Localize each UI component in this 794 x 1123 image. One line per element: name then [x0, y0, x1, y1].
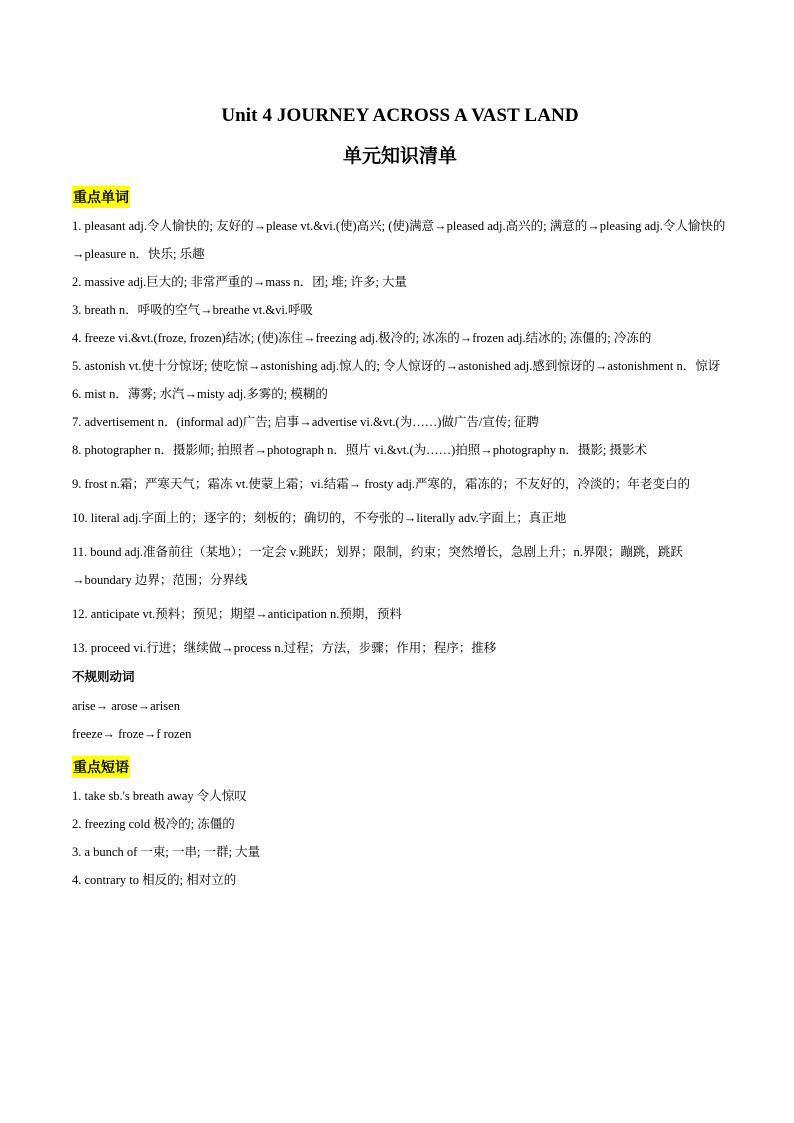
- irregular-verb-item: freeze→ froze→f rozen: [72, 727, 192, 741]
- vocab-item: 5. astonish vt.使十分惊讶; 使吃惊→astonishing adj.惊人的; 令人惊讶的→astonished adj.感到惊讶的→astonishment n．惊讶: [72, 359, 721, 373]
- irregular-verb-item: arise→ arose→arisen: [72, 699, 180, 713]
- vocab-item: 6. mist n．薄雾; 水汽→misty adj.多雾的; 模糊的: [72, 387, 328, 401]
- phrase-item: 4. contrary to 相反的; 相对立的: [72, 873, 237, 887]
- irregular-verbs-heading: 不规则动词: [72, 669, 135, 684]
- irregular-verbs-section: [72, 662, 728, 748]
- vocab-item: 9. frost n.霜；严寒天气；霜冻 vt.使蒙上霜；vi.结霜→ frosty adj.严寒的，霜冻的；不友好的，冷淡的；年老变白的: [72, 477, 691, 491]
- phrase-item: 2. freezing cold 极冷的; 冻僵的: [72, 817, 235, 831]
- phrase-item: 3. a bunch of 一束; 一串; 一群; 大量: [72, 845, 261, 859]
- vocab-item: 12. anticipate vt.预料；预见；期望→anticipation n.预期，预料: [72, 607, 402, 621]
- vocab-item: 7. advertisement n．(informal ad)广告; 启事→advertise vi.&vt.(为……)做广告/宣传; 征聘: [72, 415, 539, 429]
- vocab-item: 2. massive adj.巨大的; 非常严重的→mass n．团; 堆; 许多; 大量: [72, 275, 408, 289]
- phrase-section-label: 重点短语: [72, 756, 130, 778]
- page-subtitle: 单元知识清单: [342, 145, 457, 167]
- phrase-item: 1. take sb.'s breath away 令人惊叹: [72, 789, 247, 803]
- vocab-item: 1. pleasant adj.令人愉快的; 友好的→please vt.&vi.(使)高兴; (使)满意→pleased adj.高兴的; 满意的→pleasing adj.令人愉快的→pleasure n．快乐; 乐趣: [72, 219, 726, 261]
- vocab-item: 11. bound adj.准备前往（某地）；一定会 v.跳跃；划界；限制，约束；突然增长，急剧上升；n.界限；蹦跳，跳跃→boundary 边界；范围；分界线: [72, 545, 683, 587]
- vocab-section: [72, 180, 728, 662]
- vocab-item: 13. proceed vi.行进；继续做→process n.过程；方法，步骤；作用；程序；推移: [72, 641, 497, 655]
- phrase-section: [72, 750, 728, 894]
- page-title: Unit 4 JOURNEY ACROSS A VAST LAND: [221, 105, 579, 126]
- vocab-item: 10. literal adj.字面上的；逐字的；刻板的；确切的，不夸张的→literally adv.字面上；真正地: [72, 511, 567, 525]
- vocab-section-label: 重点单词: [72, 186, 130, 208]
- vocab-item: 4. freeze vi.&vt.(froze, frozen)结冰; (使)冻住→freezing adj.极冷的; 冰冻的→frozen adj.结冰的; 冻僵的; 冷冻的: [72, 331, 652, 345]
- vocab-item: 3. breath n．呼吸的空气→breathe vt.&vi.呼吸: [72, 303, 313, 317]
- vocab-item: 8. photographer n．摄影师; 拍照者→photograph n．照片 vi.&vt.(为……)拍照→photography n．摄影; 摄影术: [72, 443, 647, 457]
